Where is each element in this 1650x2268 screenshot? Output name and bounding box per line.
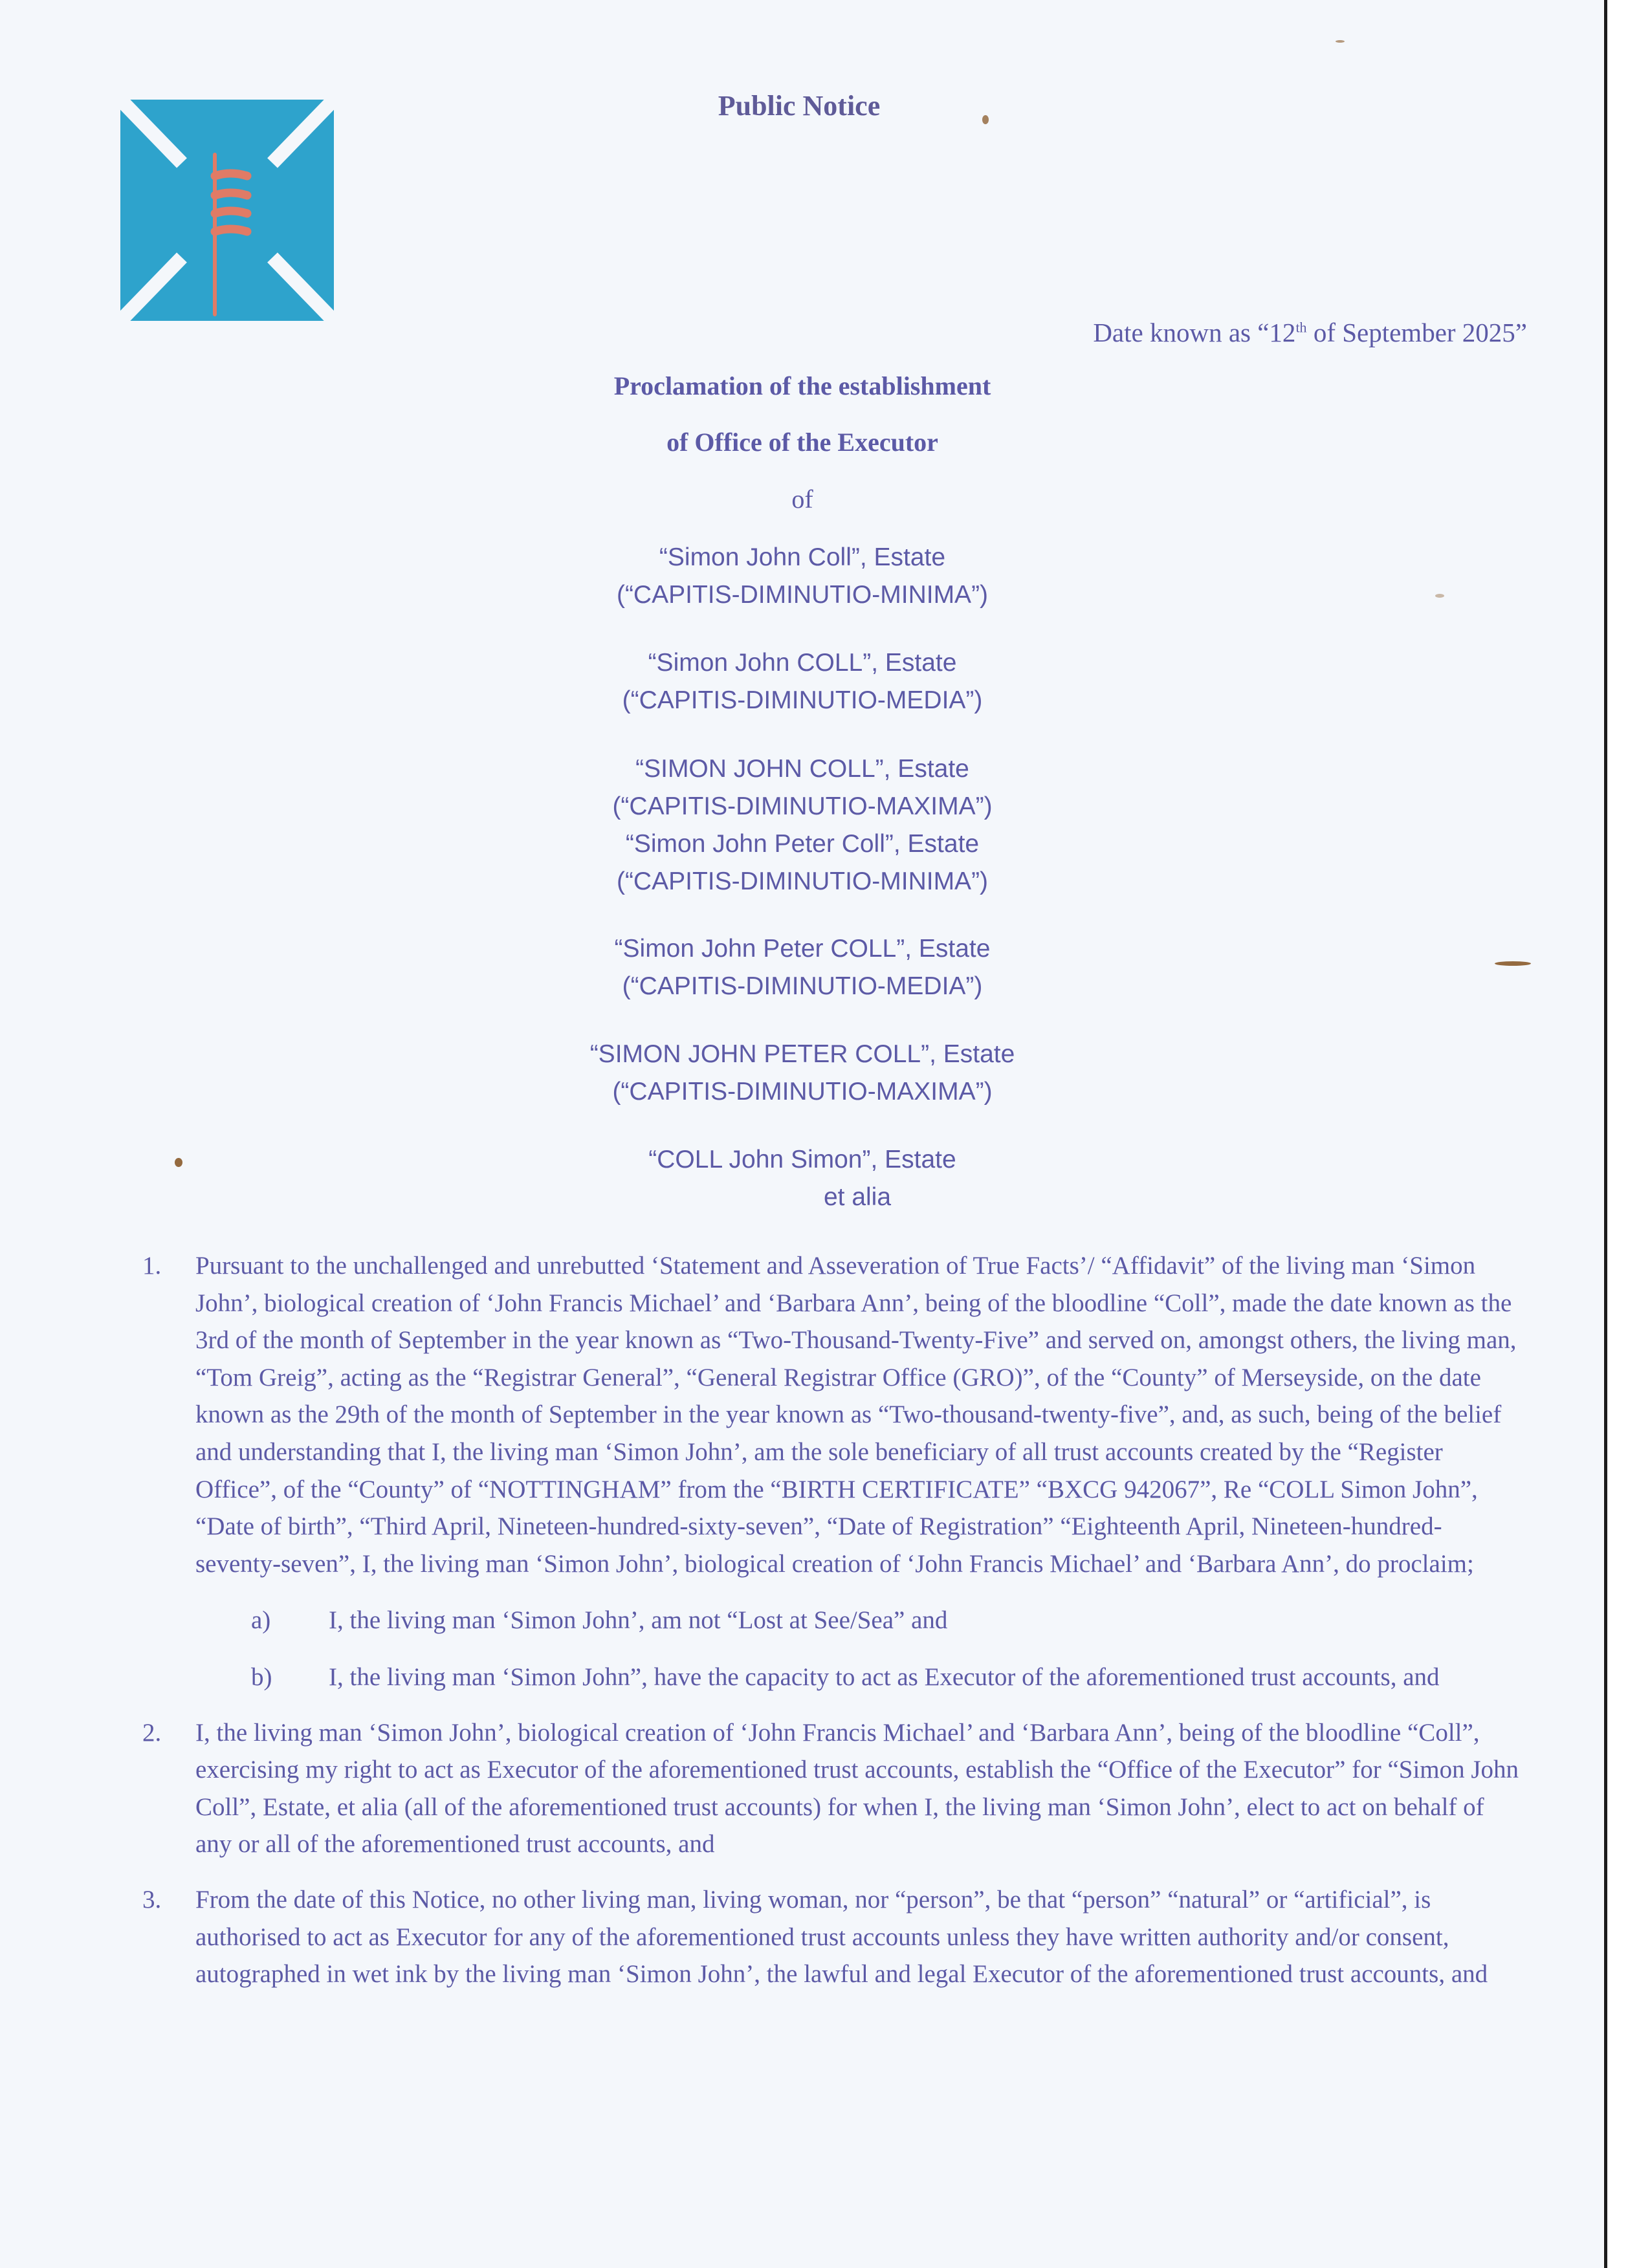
notice-body [142,1247,1521,1993]
paper-mark [1336,40,1345,43]
scan-right-margin [1603,0,1650,2268]
estate-block [414,930,1191,1005]
estate-capitis-tag: (“CAPITIS-DIMINUTIO-MAXIMA”) [612,792,993,820]
estate-name: “COLL John Simon”, Estate [648,1146,956,1173]
paragraph-number: 3. [142,1885,162,1914]
estate-block [414,1036,1191,1111]
paper-mark [982,115,989,124]
sub-clause [251,1602,1521,1639]
et-alia: et alia [823,1183,892,1211]
sub-clause-label: a) [251,1606,271,1635]
numbered-paragraph [142,1247,1521,1582]
estate-name: “Simon John Coll”, Estate [659,543,946,571]
date-tail: of September 2025” [1306,318,1527,347]
estate-name: “Simon John COLL”, Estate [648,649,957,677]
estate-capitis-tag: (“CAPITIS-DIMINUTIO-MAXIMA”) [612,1078,993,1106]
estate-block [414,539,1191,614]
paragraph-text: Pursuant to the unchallenged and unrebutted ‘Statement and Asseveration of True Facts’/ “Affidavit” of the living man ‘Simon John’, biological creation of ‘John Francis Michael’ and ‘Barbara Ann’, being of the bloodline “Coll”, made the date known as the 3rd of the month of September in the year known as “Two-Thousand-Twenty-Five” and served on, amongst others, the living man, “Tom Greig”, acting as the “Registrar General”, “General Registrar Office (GRO)”, of the “County” of Merseyside, on the date known as the 29th of the month of September in the year known as “Two-thousand-twenty-five”, and, as such, being of the belief and understanding that I, the living man ‘Simon John’, am the sole beneficiary of all trust accounts created by the “Register Office”, of the “County” of “NOTTINGHAM” from the “BIRTH CERTIFICATE” “BXCG 942067”, Re “COLL Simon John”, “Date of birth”, “Third April, Nineteen-hundred-sixty-seven”, “Date of Registration” “Eighteenth April, Nineteen-hundred-seventy-seven”, I, the living man ‘Simon John’, biological creation of ‘John Francis Michael’ and ‘Barbara Ann’, do proclaim; [195,1252,1517,1578]
sub-clause [251,1659,1521,1696]
paper-mark [175,1158,182,1167]
numbered-paragraph [142,1714,1521,1863]
date-text: Date known as “12 [1093,318,1296,347]
sub-clause-text: I, the living man ‘Simon John’, am not “Lost at See/Sea” and [329,1606,948,1635]
proclamation-heading-line-3: of [791,485,813,514]
crest-logo [120,100,334,321]
estate-name: “SIMON JOHN COLL”, Estate [635,755,969,783]
proclamation-heading-line-2: of Office of the Executor [666,428,938,457]
notice-date [1009,317,1527,348]
paper-mark [1495,961,1531,966]
estate-capitis-tag: (“CAPITIS-DIMINUTIO-MEDIA”) [622,686,983,714]
estate-block [414,750,1191,900]
paragraph-number: 1. [142,1252,162,1280]
paper-mark [1435,594,1444,598]
paragraph-text: I, the living man ‘Simon John’, biological creation of ‘John Francis Michael’ and ‘Barbara Ann’, being of the bloodline “Coll”, exercising my right to act as Executor of the aforementioned trust accounts, establish the “Office of the Executor” for “Simon John Coll”, Estate, et alia (all of the aforementioned trust accounts) for when I, the living man ‘Simon John’, elect to act on behalf of any or all of the aforementioned trust accounts, and [195,1718,1519,1859]
page-title: Public Notice [718,90,881,122]
estate-name: “Simon John Peter Coll”, Estate [625,830,980,858]
paragraph-text: From the date of this Notice, no other living man, living woman, nor “person”, be that “person” “natural” or “artificial”, is authorised to act as Executor for any of the aforementioned trust accounts unless they have written authority and/or consent, autographed in wet ink by the living man ‘Simon John’, the lawful and legal Executor of the aforementioned trust accounts, and [195,1885,1488,1989]
numbered-paragraph [142,1881,1521,1993]
proclamation-heading-line-1: Proclamation of the establishment [613,371,991,400]
estate-name: “Simon John Peter COLL”, Estate [614,935,991,963]
estate-block [414,644,1191,719]
date-ordinal: th [1295,319,1307,336]
estate-capitis-tag: (“CAPITIS-DIMINUTIO-MINIMA”) [616,581,989,609]
estate-capitis-tag: (“CAPITIS-DIMINUTIO-MEDIA”) [622,972,983,1000]
paragraph-number: 2. [142,1718,162,1747]
estate-capitis-tag: (“CAPITIS-DIMINUTIO-MINIMA”) [616,867,989,895]
sub-clause-text: I, the living man ‘Simon John”, have the capacity to act as Executor of the aforementioned trust accounts, and [329,1663,1440,1691]
scan-edge-line [1604,0,1607,2268]
sub-clause-label: b) [251,1663,272,1691]
estate-block-final [414,1141,1191,1216]
estate-name: “SIMON JOHN PETER COLL”, Estate [589,1040,1015,1068]
